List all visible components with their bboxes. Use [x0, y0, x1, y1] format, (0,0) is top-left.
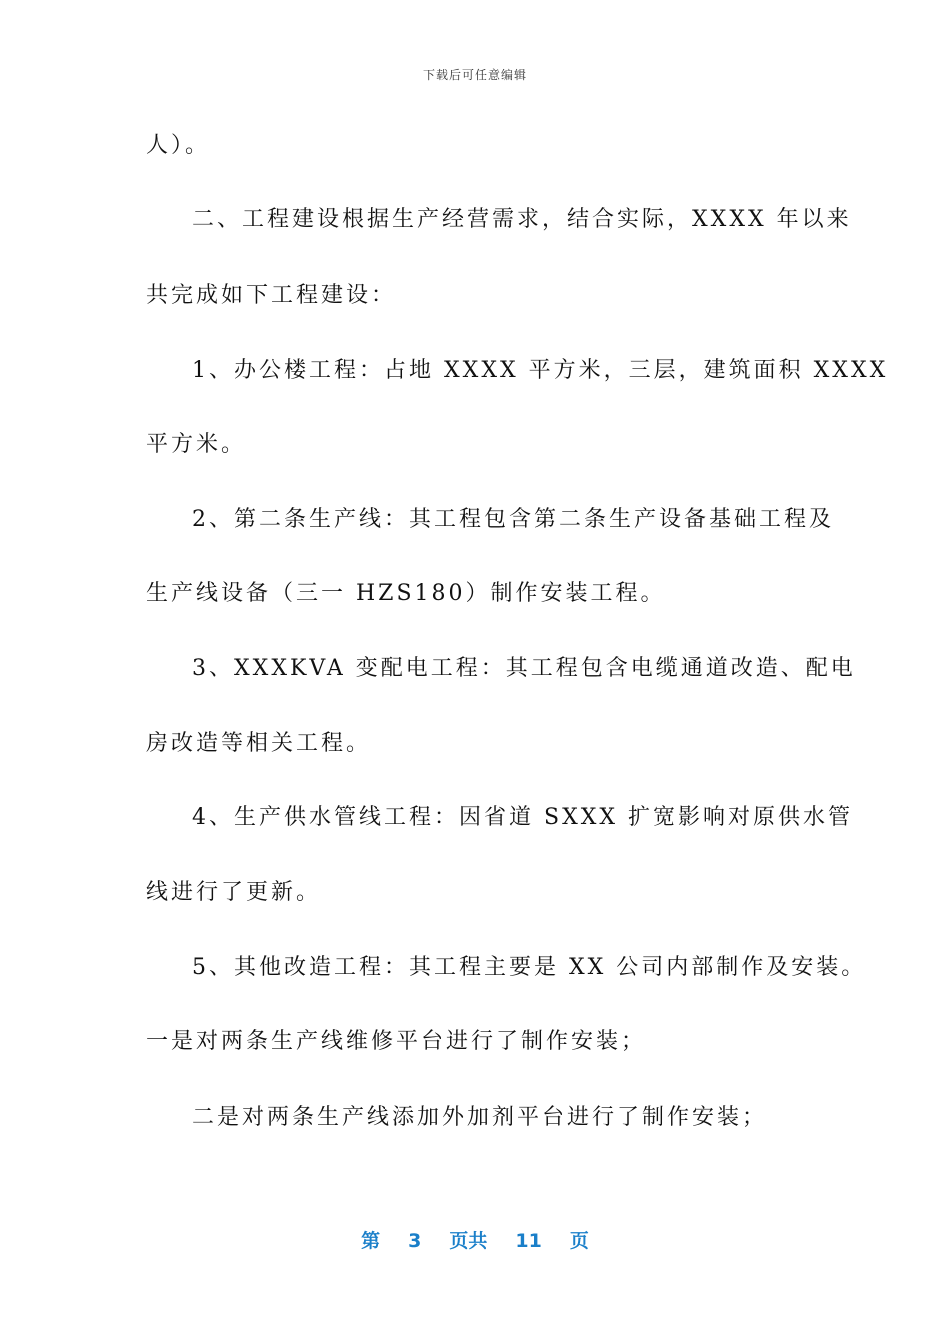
body-line: 二是对两条生产线添加外加剂平台进行了制作安装；	[192, 1105, 768, 1130]
header-note: 下载后可任意编辑	[422, 68, 527, 82]
footer-page-number: 3	[408, 1230, 422, 1252]
body-line: 平方米。	[146, 432, 247, 457]
body-line: 5、其他改造工程：其工程主要是 XX 公司内部制作及安装。	[192, 955, 867, 980]
body-line: 生产线设备（三一 HZS180）制作安装工程。	[146, 581, 666, 606]
body-line: 房改造等相关工程。	[146, 731, 372, 756]
body-line: 二、工程建设根据生产经营需求，结合实际，XXXX 年以来	[192, 207, 852, 232]
body-line: 3、XXXKVA 变配电工程：其工程包含电缆通道改造、配电	[192, 656, 856, 681]
footer-page-middle: 页共	[449, 1230, 488, 1252]
body-line: 人）。	[146, 133, 211, 158]
footer-page-total: 11	[515, 1230, 542, 1252]
body-line: 线进行了更新。	[146, 880, 322, 905]
body-line: 4、生产供水管线工程：因省道 SXXX 扩宽影响对原供水管	[192, 805, 854, 830]
footer-page-prefix: 第	[361, 1230, 381, 1252]
body-line: 2、第二条生产线：其工程包含第二条生产设备基础工程及	[192, 507, 834, 532]
body-line: 1、办公楼工程：占地 XXXX 平方米，三层，建筑面积 XXXX	[192, 358, 889, 383]
page-footer	[0, 1226, 950, 1253]
body-line: 共完成如下工程建设：	[146, 283, 397, 308]
body-line: 一是对两条生产线维修平台进行了制作安装；	[146, 1029, 647, 1054]
footer-page-suffix: 页	[569, 1230, 589, 1252]
